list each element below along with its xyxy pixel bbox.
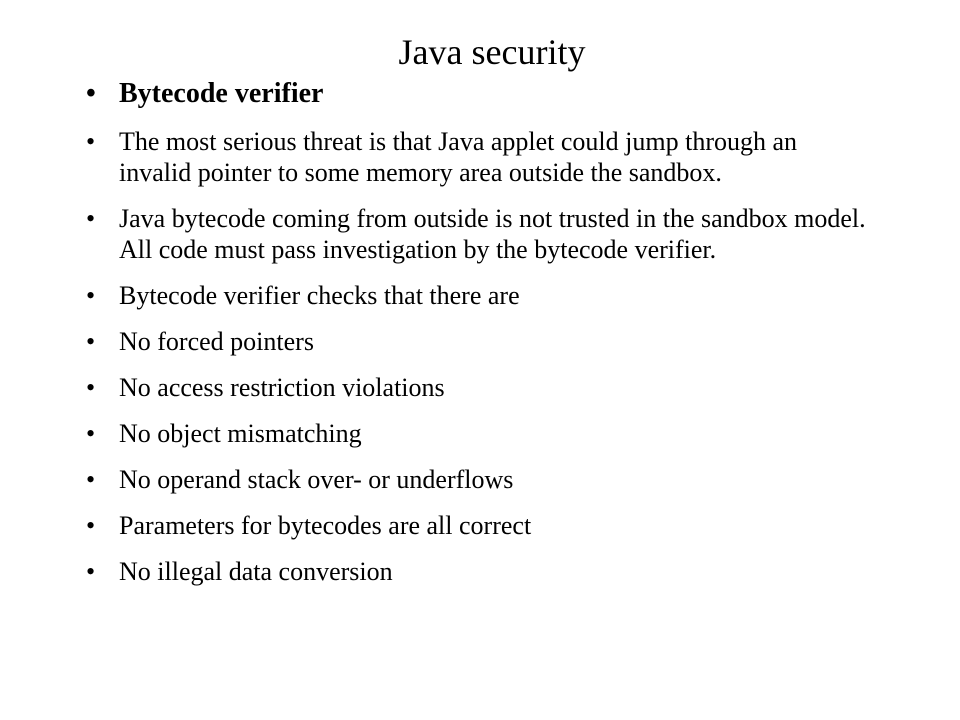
bullet-text: Java bytecode coming from outside is not trusted in the sandbox model. All code must pass investigation by the bytecode verifier. [119,204,866,264]
bullet-text: No forced pointers [119,327,314,356]
bullet-text: No illegal data conversion [119,557,393,586]
bullet-dot: • [86,204,96,233]
bullet-dot: • [86,511,96,540]
bullet-dot: • [86,465,96,494]
bullet-dot: • [86,373,96,402]
bullet-item-operand-stack [86,464,866,495]
bullet-text: Bytecode verifier [119,78,324,109]
bullet-dot: • [86,127,96,156]
slide-title: Java security [398,32,586,72]
bullet-dot: • [86,419,96,448]
bullet-text: No operand stack over- or underflows [119,465,514,494]
bullet-text: No object mismatching [119,419,362,448]
bullet-text: Parameters for bytecodes are all correct [119,511,532,540]
bullet-item-forced-pointers [86,326,866,357]
bullet-item-serious-threat [86,126,866,188]
bullet-dot: • [86,557,96,586]
bullet-item-bytecode-verifier [86,76,866,112]
bullet-item-not-trusted [86,203,866,265]
bullet-text: No access restriction violations [119,373,445,402]
bullet-dot: • [86,281,96,310]
bullet-dot: • [86,327,96,356]
bullet-text: Bytecode verifier checks that there are [119,281,520,310]
bullet-list [86,76,866,602]
bullet-item-access-violations [86,372,866,403]
bullet-item-parameters-correct [86,510,866,541]
bullet-item-object-mismatching [86,418,866,449]
bullet-item-data-conversion [86,556,866,587]
bullet-item-verifier-checks [86,280,866,311]
bullet-text: The most serious threat is that Java applet could jump through an invalid pointer to some memory area outside the sandbox. [119,127,798,187]
bullet-dot: • [86,78,96,109]
